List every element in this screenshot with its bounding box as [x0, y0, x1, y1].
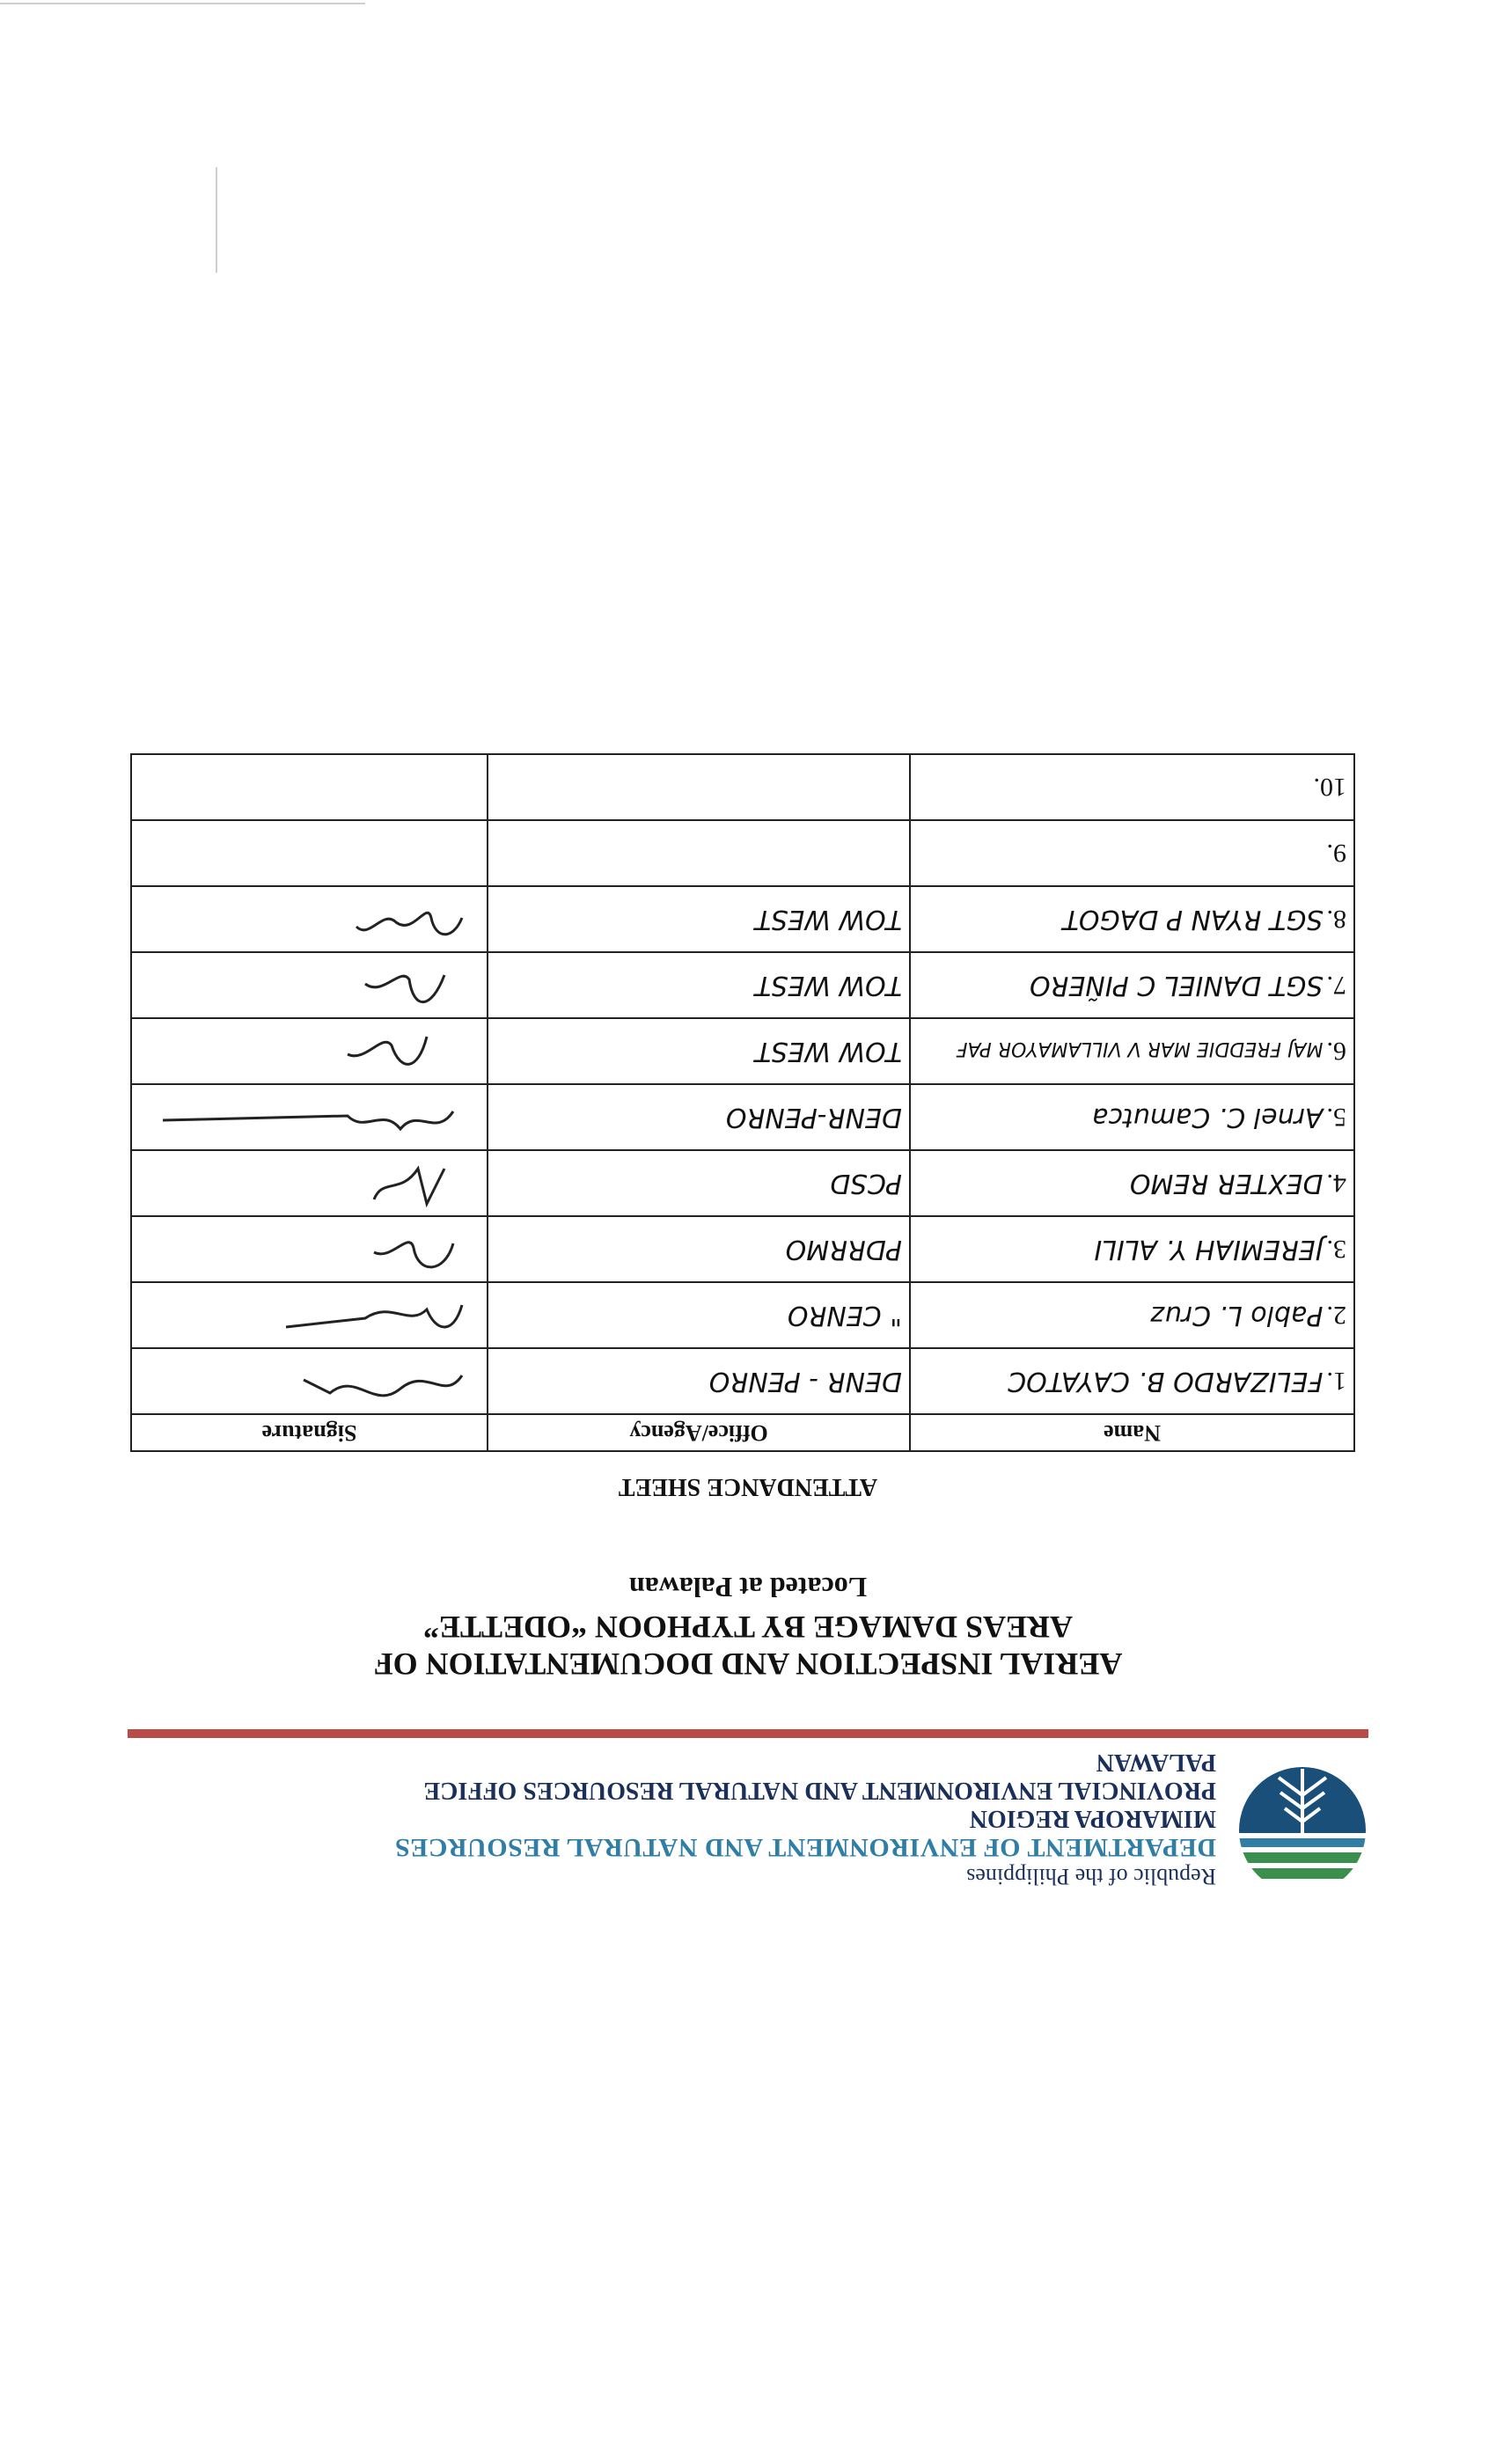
office-cell: TOW WEST	[488, 952, 910, 1018]
republic-label: Republic of the Philippines	[966, 1864, 1216, 1889]
office-cell	[488, 820, 910, 886]
signature-cell	[131, 1216, 488, 1282]
signature-cell	[131, 754, 488, 820]
scan-edge-mark	[216, 167, 217, 273]
name-cell: 3.JEREMIAH Y. ALILI	[910, 1216, 1354, 1282]
title-line-1: AERIAL INSPECTION AND DOCUMENTATION OF	[373, 1646, 1123, 1682]
office-cell: DENR - PENRO	[488, 1348, 910, 1414]
office-cell: TOW WEST	[488, 886, 910, 952]
table-row	[131, 1150, 1354, 1216]
name-cell: 6.MAJ FREDDIE MAR V VILLAMAYOR PAF	[910, 1018, 1354, 1084]
document-location: Located at Palawan	[628, 1572, 868, 1603]
signature-mark	[145, 1161, 480, 1214]
table-row	[131, 1282, 1354, 1348]
name-cell: 4.DEXTER REMO	[910, 1150, 1354, 1216]
region-name: MIMAROPA REGION	[969, 1805, 1216, 1832]
table-row	[131, 1348, 1354, 1414]
office-cell: DENR-PENRO	[488, 1084, 910, 1150]
province-name: PALAWAN	[1096, 1749, 1216, 1776]
signature-cell	[131, 1150, 488, 1216]
signature-mark	[145, 1359, 480, 1412]
name-cell: 1.FELIZARDO B. CAYATOC	[910, 1348, 1354, 1414]
denr-logo-icon	[1236, 1764, 1368, 1896]
name-cell: 8.SGT RYAN P DAGOT	[910, 886, 1354, 952]
name-cell: 9.	[910, 820, 1354, 886]
signature-cell	[131, 1018, 488, 1084]
signature-mark	[145, 963, 480, 1016]
office-cell	[488, 754, 910, 820]
table-row	[131, 1018, 1354, 1084]
office-cell: " CENRO	[488, 1282, 910, 1348]
signature-cell	[131, 1348, 488, 1414]
table-row	[131, 952, 1354, 1018]
table-row	[131, 1216, 1354, 1282]
signature-mark	[145, 1029, 480, 1082]
table-row	[131, 820, 1354, 886]
document-title	[352, 1609, 1144, 1683]
office-cell: PDRRMO	[488, 1216, 910, 1282]
table-row	[131, 754, 1354, 820]
sheet-title: ATTENDANCE SHEET	[618, 1473, 878, 1500]
office-cell: PCSD	[488, 1150, 910, 1216]
header-office: Office/Agency	[488, 1414, 910, 1451]
table-row	[131, 1084, 1354, 1150]
signature-cell	[131, 886, 488, 952]
attendance-table	[130, 753, 1355, 1452]
signature-mark	[145, 1227, 480, 1280]
signature-cell	[131, 1084, 488, 1150]
signature-cell	[131, 820, 488, 886]
name-cell: 7.SGT DANIEL C PIÑERO	[910, 952, 1354, 1018]
header-name: Name	[910, 1414, 1354, 1451]
department-name: DEPARTMENT OF ENVIRONMENT AND NATURAL RESOURCES	[394, 1833, 1216, 1862]
signature-cell	[131, 1282, 488, 1348]
signature-mark	[145, 1095, 480, 1148]
title-line-2: AREAS DAMAGE BY TYPHOON “ODETTE”	[422, 1610, 1074, 1645]
name-cell: 2.Pablo L. Cruz	[910, 1282, 1354, 1348]
letterhead	[222, 1748, 1216, 1890]
signature-cell	[131, 952, 488, 1018]
scan-edge-mark	[0, 3, 365, 4]
table-row	[131, 886, 1354, 952]
office-cell: TOW WEST	[488, 1018, 910, 1084]
letterhead-rule	[128, 1729, 1368, 1738]
name-cell: 5.Arnel C. Camutca	[910, 1084, 1354, 1150]
header-signature: Signature	[131, 1414, 488, 1451]
name-cell: 10.	[910, 754, 1354, 820]
signature-mark	[145, 1293, 480, 1346]
table-header-row	[131, 1414, 1354, 1451]
signature-mark	[145, 897, 480, 950]
office-name: PROVINCIAL ENVIRONMENT AND NATURAL RESOURCES OFFICE	[423, 1777, 1216, 1804]
